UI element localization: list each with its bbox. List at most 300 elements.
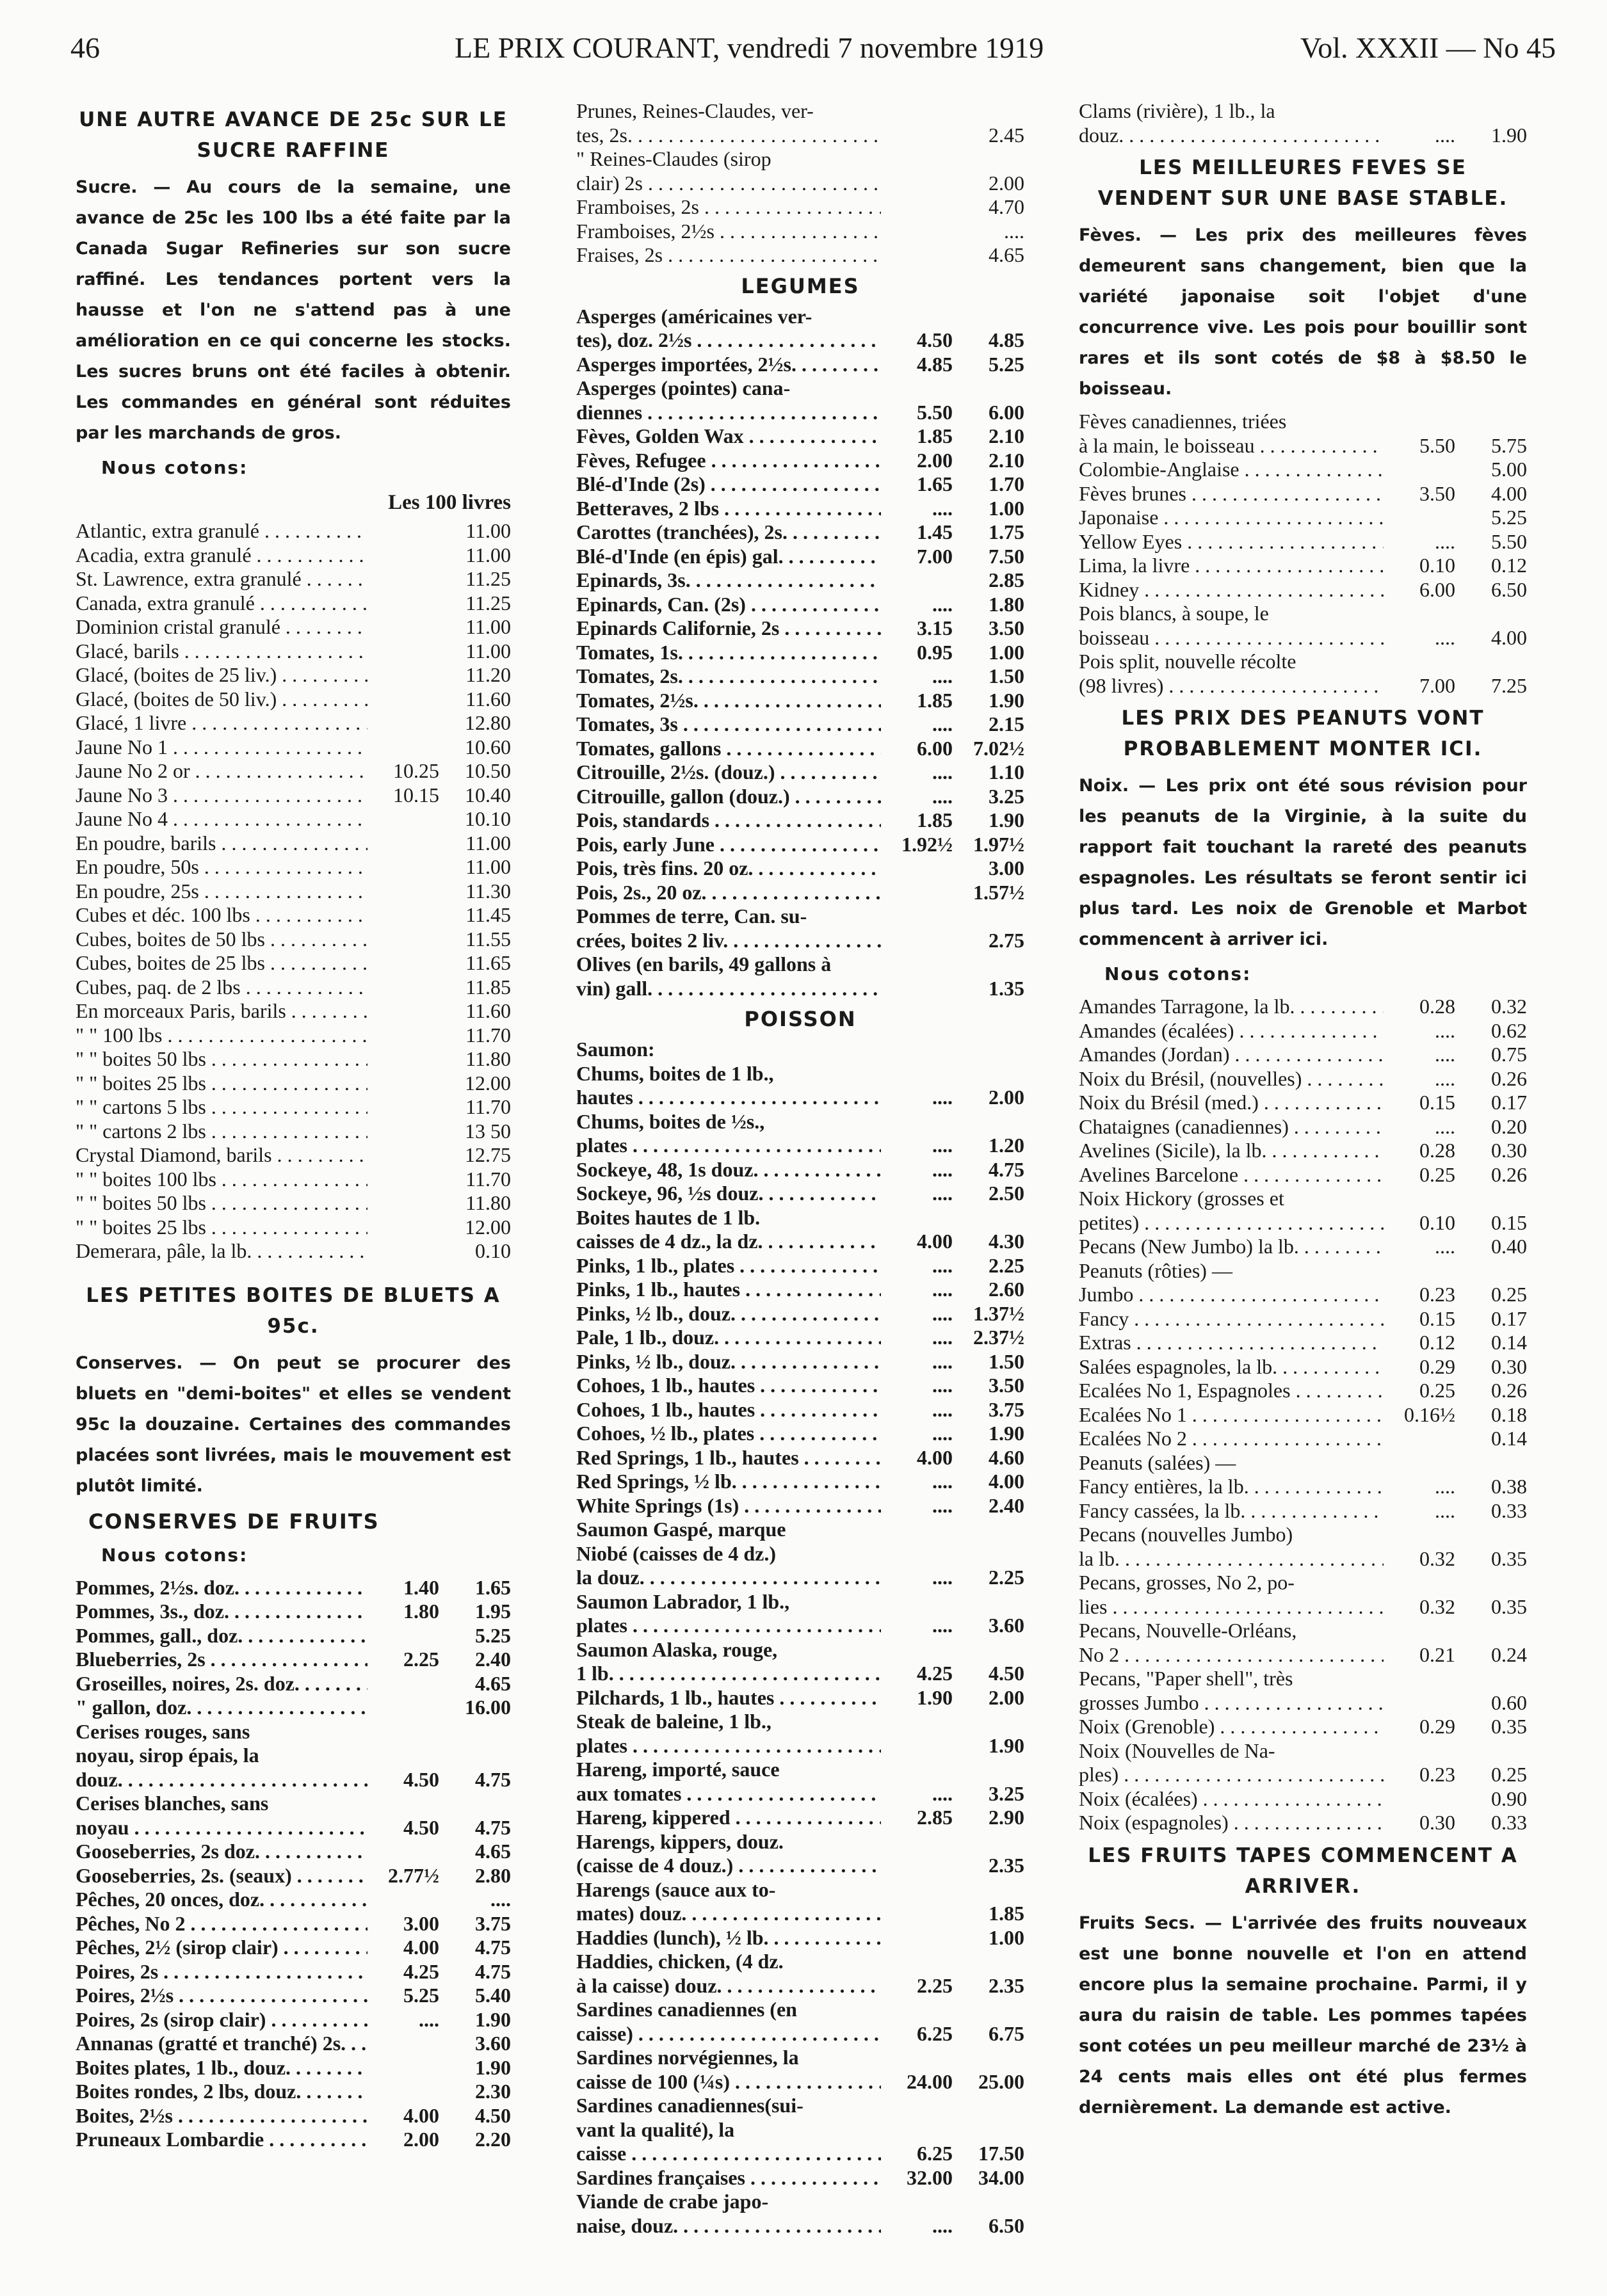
price-row (76, 567, 511, 591)
item-label: noyau . . . (76, 1816, 367, 1840)
price-row (576, 1086, 1024, 1110)
price-row (576, 856, 1024, 881)
price-row (576, 568, 1024, 593)
sucre-column-header: Les 100 livres (388, 491, 511, 514)
price-row (576, 1950, 1024, 1974)
item-label: Poires, 2s . . . (76, 1960, 367, 1984)
item-label: Pinks, 1 lb., plates . . . (576, 1254, 881, 1278)
price-row (1079, 626, 1527, 650)
price-row (576, 616, 1024, 641)
item-label: Avelines (Sicile), la lb. . . . (1079, 1139, 1384, 1163)
price-high: 0.26 (1491, 1379, 1527, 1402)
price-low: .... (932, 712, 953, 735)
price-high: 0.25 (1491, 1283, 1527, 1306)
item-label: la douz. . . . (576, 1566, 881, 1590)
price-row (576, 1038, 1024, 1062)
price-row (1079, 1403, 1527, 1427)
price-low: 5.50 (917, 400, 953, 424)
price-row (76, 2080, 511, 2104)
price-low: 6.00 (917, 736, 953, 760)
price-row (1079, 99, 1527, 124)
item-label: Sardines norvégiennes, la (576, 2046, 799, 2069)
price-high: 2.40 (989, 1493, 1024, 1517)
item-label: Sardines canadiennes(sui- (576, 2094, 804, 2117)
price-high: 12.00 (465, 1071, 511, 1095)
price-low: 1.80 (403, 1600, 439, 1623)
feves-price-list (1079, 410, 1527, 698)
price-high: 1.90 (475, 2007, 511, 2031)
price-row (76, 2056, 511, 2080)
price-low (881, 1110, 953, 1134)
price-row (76, 1984, 511, 2008)
price-low (367, 1143, 439, 1168)
price-high: 1.90 (1491, 123, 1527, 147)
price-low (1384, 1523, 1455, 1547)
price-low: 5.50 (1419, 433, 1455, 457)
item-label: Pecans (nouvelles Jumbo) (1079, 1523, 1293, 1546)
price-high: 11.60 (465, 999, 511, 1022)
item-label: Cubes, boites de 50 lbs . . . (76, 927, 367, 952)
price-row (76, 1672, 511, 1696)
item-label: Pommes, 2½s. doz. . . . (76, 1576, 367, 1600)
item-label: tes, 2s. . . . (576, 124, 881, 148)
price-low (881, 856, 953, 881)
price-low (367, 1744, 439, 1768)
price-high: 4.75 (475, 1815, 511, 1839)
price-high: 2.10 (989, 424, 1024, 447)
price-low: 2.85 (917, 1806, 953, 1829)
price-row (76, 1648, 511, 1672)
price-high: 6.50 (989, 2213, 1024, 2237)
price-low (881, 977, 953, 1001)
price-low: .... (932, 784, 953, 808)
item-label: Poires, 2s (sirop clair) . . . (76, 2008, 367, 2032)
price-high: 2.35 (989, 1973, 1024, 1997)
price-row (76, 711, 511, 735)
price-row (576, 785, 1024, 809)
price-row (576, 472, 1024, 497)
price-high: .... (490, 1888, 511, 1911)
price-low: 0.15 (1419, 1091, 1455, 1114)
item-label: Pois blancs, à soupe, le (1079, 602, 1269, 625)
price-low: .... (932, 1374, 953, 1397)
price-row (1079, 1427, 1527, 1451)
price-high (439, 1744, 511, 1768)
price-low: 1.92½ (901, 832, 953, 856)
price-high (953, 1758, 1024, 1782)
price-high: 2.75 (989, 928, 1024, 952)
price-high (953, 1062, 1024, 1086)
price-high (953, 1710, 1024, 1734)
item-label: Colombie-Anglaise . . . (1079, 458, 1384, 482)
item-label: Fancy . . . (1079, 1307, 1384, 1331)
price-row (1079, 1475, 1527, 1499)
item-label: Pommes de terre, Can. su- (576, 904, 807, 927)
item-label: " " boites 50 lbs . . . (76, 1047, 367, 1072)
price-high: 5.00 (1491, 458, 1527, 481)
price-row (576, 929, 1024, 953)
price-high (953, 1950, 1024, 1974)
item-label: Cohoes, ½ lb., plates . . . (576, 1422, 881, 1446)
publication-title: LE PRIX COURANT, vendredi 7 novembre 1919 (455, 31, 1044, 64)
item-label: Glacé, barils . . . (76, 639, 367, 664)
price-high: 1.57½ (973, 880, 1024, 904)
price-low: .... (932, 1157, 953, 1181)
price-high: 4.75 (475, 1959, 511, 1983)
price-row (576, 833, 1024, 857)
item-label: Jumbo . . . (1079, 1283, 1384, 1307)
price-row (76, 903, 511, 927)
column-3 (1079, 99, 1527, 2128)
item-label: Tomates, 3s . . . (576, 712, 881, 737)
price-low: 0.28 (1419, 995, 1455, 1018)
price-row (576, 2046, 1024, 2070)
price-low (1384, 1787, 1455, 1811)
price-high: 4.75 (475, 1767, 511, 1791)
price-row (1079, 995, 1527, 1019)
price-row (76, 783, 511, 808)
item-label: White Springs (1s) . . . (576, 1494, 881, 1518)
price-high: 1.50 (989, 1349, 1024, 1373)
price-high: 11.70 (465, 1167, 511, 1191)
price-row (576, 1830, 1024, 1854)
price-low (367, 2032, 439, 2056)
item-label: Noix du Brésil (med.) . . . (1079, 1091, 1384, 1115)
price-high (953, 1110, 1024, 1134)
item-label: Atlantic, extra granulé . . . (76, 519, 367, 543)
price-high: 11.00 (465, 615, 511, 638)
price-low (367, 975, 439, 1000)
price-high: 6.50 (1491, 577, 1527, 601)
price-row (76, 1888, 511, 1912)
price-high: 4.00 (1491, 481, 1527, 505)
price-high: 11.00 (465, 639, 511, 662)
item-label: naise, douz. . . . (576, 2214, 881, 2238)
price-low (881, 172, 953, 196)
price-low (881, 568, 953, 593)
price-low: 0.29 (1419, 1354, 1455, 1378)
fruits-price-list (76, 1576, 511, 2152)
price-high (953, 305, 1024, 329)
item-label: Blé-d'Inde (en épis) gal. . . . (576, 545, 881, 569)
price-row (76, 927, 511, 952)
price-low (367, 735, 439, 760)
price-row (76, 999, 511, 1024)
price-low (1384, 1571, 1455, 1595)
price-row (76, 1816, 511, 1840)
item-label: Noix (écalées) . . . (1079, 1787, 1384, 1811)
item-label: Boites hautes de 1 lb. (576, 1205, 761, 1229)
price-row (576, 1902, 1024, 1926)
price-high: 12.00 (465, 1215, 511, 1239)
price-high: 13 50 (465, 1119, 511, 1143)
price-low (881, 1038, 953, 1062)
item-label: clair) 2s . . . (576, 172, 881, 196)
item-label: Sardines françaises . . . (576, 2166, 881, 2190)
price-high (953, 2046, 1024, 2070)
item-label: Sardines canadiennes (en (576, 1998, 797, 2021)
price-low (367, 711, 439, 735)
item-label: " " boites 25 lbs . . . (76, 1216, 367, 1240)
price-low (367, 1024, 439, 1048)
price-high (1455, 1451, 1527, 1475)
price-high: 1.20 (989, 1134, 1024, 1157)
price-high: 12.75 (465, 1143, 511, 1166)
price-row (576, 1758, 1024, 1782)
item-label: Citrouille, 2½s. (douz.) . . . (576, 760, 881, 785)
price-low (367, 903, 439, 927)
price-high: 2.00 (989, 1685, 1024, 1709)
item-label: Fancy cassées, la lb. . . . (1079, 1499, 1384, 1523)
price-low: 5.25 (403, 1984, 439, 2007)
price-high: 2.85 (989, 568, 1024, 591)
price-row (576, 545, 1024, 569)
price-high: 0.90 (1491, 1786, 1527, 1810)
price-high: 2.15 (989, 712, 1024, 735)
price-high: 4.50 (989, 1662, 1024, 1685)
item-label: Peanuts (rôties) — (1079, 1258, 1232, 1282)
price-row (1079, 410, 1527, 434)
price-row (576, 1998, 1024, 2022)
price-low: .... (419, 2007, 439, 2031)
price-high: 4.65 (475, 1671, 511, 1695)
item-label: Asperges (pointes) cana- (576, 376, 791, 399)
price-high: 6.00 (989, 400, 1024, 424)
price-row (576, 376, 1024, 401)
price-low (1384, 1427, 1455, 1451)
price-row (76, 1624, 511, 1648)
fruits-secs-paragraph: Fruits Secs. — L'arrivée des fruits nouveaux est une bonne nouvelle et l'on en attend encore plus la semaine prochaine. Parmi, il y aura du raisin de table. Les pommes tapées sont cotées un peu meilleur marché de 23½ à 24 cents mais elles ont été plus fermes dernièrement. La demande est active. (1079, 1913, 1527, 2117)
price-row (576, 1182, 1024, 1206)
price-high: 11.85 (465, 975, 511, 999)
price-high: 11.20 (465, 663, 511, 686)
price-row (576, 1374, 1024, 1398)
price-high: 1.00 (989, 496, 1024, 520)
price-row (76, 2104, 511, 2128)
price-row (1079, 458, 1527, 482)
price-row (1079, 1451, 1527, 1475)
price-high: 2.00 (989, 171, 1024, 195)
price-row (576, 353, 1024, 377)
item-label: Red Springs, 1 lb., hautes . . . (576, 1446, 881, 1470)
price-high (953, 1542, 1024, 1566)
item-label: (caisse de 4 douz.) . . . (576, 1854, 881, 1878)
price-high: 11.25 (465, 591, 511, 614)
price-high (953, 1590, 1024, 1614)
price-low: .... (932, 1278, 953, 1301)
feves-heading: LES MEILLEURES FEVES SE VENDENT SUR UNE BASE STABLE. (1097, 156, 1508, 210)
page-number: 46 (70, 31, 100, 64)
price-row (76, 1072, 511, 1096)
price-row (76, 1864, 511, 1888)
item-label: à la main, le boisseau . . . (1079, 434, 1384, 458)
item-label: vant la qualité), la (576, 2117, 735, 2141)
item-label: douz. . . . (1079, 124, 1384, 148)
price-high: 0.18 (1491, 1402, 1527, 1426)
price-row (76, 1744, 511, 1768)
price-row (576, 1446, 1024, 1470)
price-low (367, 543, 439, 568)
price-high: 17.50 (978, 2142, 1024, 2165)
price-high: 0.17 (1491, 1306, 1527, 1330)
price-low: .... (932, 496, 953, 520)
item-label: mates) douz. . . . (576, 1902, 881, 1926)
price-high: 2.35 (989, 1854, 1024, 1877)
price-high: 0.38 (1491, 1475, 1527, 1498)
price-high (1455, 410, 1527, 434)
item-label: ples) . . . (1079, 1763, 1384, 1787)
item-label: Noix Hickory (grosses et (1079, 1187, 1284, 1210)
item-label: aux tomates . . . (576, 1782, 881, 1806)
item-label: Pinks, 1 lb., hautes . . . (576, 1278, 881, 1302)
price-high: 2.80 (475, 1863, 511, 1887)
price-row (576, 1206, 1024, 1230)
item-label: Harengs (sauce aux to- (576, 1877, 776, 1901)
price-high: 2.40 (475, 1648, 511, 1671)
price-row (576, 1782, 1024, 1806)
price-row (576, 593, 1024, 617)
item-label: Blé-d'Inde (2s) . . . (576, 472, 881, 497)
price-row (1079, 482, 1527, 506)
price-row (576, 1614, 1024, 1638)
price-low: 0.25 (1419, 1379, 1455, 1402)
price-low: 4.25 (917, 1662, 953, 1685)
price-high: 11.45 (465, 903, 511, 926)
price-low (881, 929, 953, 953)
item-label: Acadia, extra granulé . . . (76, 543, 367, 568)
price-row (576, 1566, 1024, 1590)
price-row (576, 2094, 1024, 2118)
price-low: 2.77½ (388, 1863, 439, 1887)
price-low (881, 2118, 953, 2142)
price-high (953, 952, 1024, 977)
price-high (953, 1878, 1024, 1902)
price-low (367, 1840, 439, 1864)
item-label: Epinards, Can. (2s) . . . (576, 593, 881, 617)
item-label: Fèves, Refugee . . . (576, 449, 881, 473)
price-high: 4.65 (989, 243, 1024, 266)
price-high: 0.15 (1491, 1210, 1527, 1234)
price-row (76, 1143, 511, 1168)
price-low (367, 1072, 439, 1096)
price-row (76, 1960, 511, 1984)
feves-paragraph: Fèves. — Les prix des meilleures fèves demeurent sans changement, bien que la variété japonaise soit l'objet d'une concurrence vive. Les pois pour bouillir sont rares et ils sont cotés de $8 à $8.50 le boisseau. (1079, 225, 1527, 399)
price-high (953, 904, 1024, 929)
price-high (953, 2094, 1024, 2118)
price-high (1455, 602, 1527, 626)
item-label: Pêches, 20 onces, doz. . . . (76, 1888, 367, 1912)
item-label: Fraises, 2s . . . (576, 243, 881, 268)
item-label: Saumon: (576, 1038, 655, 1061)
price-row (1079, 1619, 1527, 1643)
price-row (576, 424, 1024, 449)
price-row (1079, 602, 1527, 626)
item-label: Saumon Alaska, rouge, (576, 1637, 778, 1661)
item-label: à la caisse) douz. . . . (576, 1974, 881, 1998)
price-high: 0.75 (1491, 1043, 1527, 1066)
price-low: .... (932, 1566, 953, 1589)
price-row (1079, 650, 1527, 674)
item-label: Pecans, "Paper shell", très (1079, 1667, 1293, 1690)
peanuts-paragraph: Noix. — Les prix ont été sous révision pour les peanuts de la Virginie, à la suite du rapport fait touchant la rareté des peanuts espagnoles. Les résultats se feront sentir ici plus tard. Les noix de Grenoble et Marbot commencent à arriver ici. (1079, 776, 1527, 949)
price-low: 3.15 (917, 616, 953, 639)
price-row (576, 1326, 1024, 1350)
price-high: 3.75 (989, 1397, 1024, 1421)
price-row (76, 1216, 511, 1240)
item-label: Canada, extra granulé . . . (76, 591, 367, 616)
price-low (1384, 1667, 1455, 1691)
price-row (1079, 1115, 1527, 1139)
item-label: Ecalées No 1, Espagnoles . . . (1079, 1379, 1384, 1403)
price-high: 0.60 (1491, 1690, 1527, 1714)
price-row (576, 1398, 1024, 1422)
item-label: Prunes, Reines-Claudes, ver- (576, 99, 814, 122)
item-label: Annanas (gratté et tranché) 2s. . . . (76, 2032, 367, 2056)
price-row (76, 1600, 511, 1624)
item-label: Asperges (américaines ver- (576, 304, 812, 328)
price-low: 0.29 (1419, 1715, 1455, 1738)
item-label: " " boites 25 lbs . . . (76, 1072, 367, 1096)
sucre-paragraph: Sucre. — Au cours de la semaine, une avance de 25c les 100 lbs a été faite par la Canada Sugar Refineries sur son sucre raffiné. Les tendances portent vers la hausse et l'on ne s'attend pas à une amélioration en ce qui concerne les stocks. Les sucres bruns ont été faciles à obtenir. Les commandes en général sont réduites par les marchands de gros. (76, 177, 511, 443)
price-row (576, 328, 1024, 353)
price-row (76, 975, 511, 1000)
price-low (1384, 506, 1455, 530)
price-high: 2.25 (989, 1566, 1024, 1589)
item-label: Ecalées No 1 . . . (1079, 1403, 1384, 1427)
volume-number: Vol. XXXII — No 45 (1300, 31, 1556, 64)
price-low: 1.85 (917, 424, 953, 447)
item-label: Cohoes, 1 lb., hautes . . . (576, 1374, 881, 1398)
price-low (881, 2046, 953, 2070)
price-high: 1.80 (989, 592, 1024, 616)
price-row (1079, 1043, 1527, 1067)
price-low: .... (932, 664, 953, 687)
price-row (1079, 1067, 1527, 1091)
price-high (953, 99, 1024, 124)
item-label: Yellow Eyes . . . (1079, 530, 1384, 554)
item-label: En poudre, 25s . . . (76, 879, 367, 904)
price-low: .... (932, 1470, 953, 1493)
price-high (439, 1792, 511, 1816)
price-row (576, 1662, 1024, 1686)
price-row (76, 1191, 511, 1216)
price-low: 0.30 (1419, 1811, 1455, 1834)
price-high: 3.60 (475, 2032, 511, 2055)
item-label: " gallon, doz. . . . (76, 1696, 367, 1720)
price-row (1079, 1307, 1527, 1331)
item-label: Chums, boites de 1 lb., (576, 1061, 774, 1085)
price-row (76, 663, 511, 687)
item-label: Cerises blanches, sans (76, 1792, 269, 1815)
price-low (881, 2094, 953, 2118)
price-high (953, 1998, 1024, 2022)
price-row (1079, 1355, 1527, 1379)
price-row (576, 99, 1024, 124)
price-high: 0.20 (1491, 1114, 1527, 1138)
price-high: 4.75 (989, 1157, 1024, 1181)
price-high (953, 1038, 1024, 1062)
price-high: 1.37½ (973, 1301, 1024, 1325)
price-row (576, 977, 1024, 1001)
price-row (76, 2032, 511, 2056)
price-high: 5.25 (1491, 506, 1527, 529)
item-label: Pruneaux Lombardie . . . (76, 2128, 367, 2152)
price-row (1079, 1187, 1527, 1211)
price-row (1079, 1283, 1527, 1307)
item-label: Pois, standards . . . (576, 808, 881, 833)
price-low (881, 1710, 953, 1734)
price-row (576, 1062, 1024, 1086)
